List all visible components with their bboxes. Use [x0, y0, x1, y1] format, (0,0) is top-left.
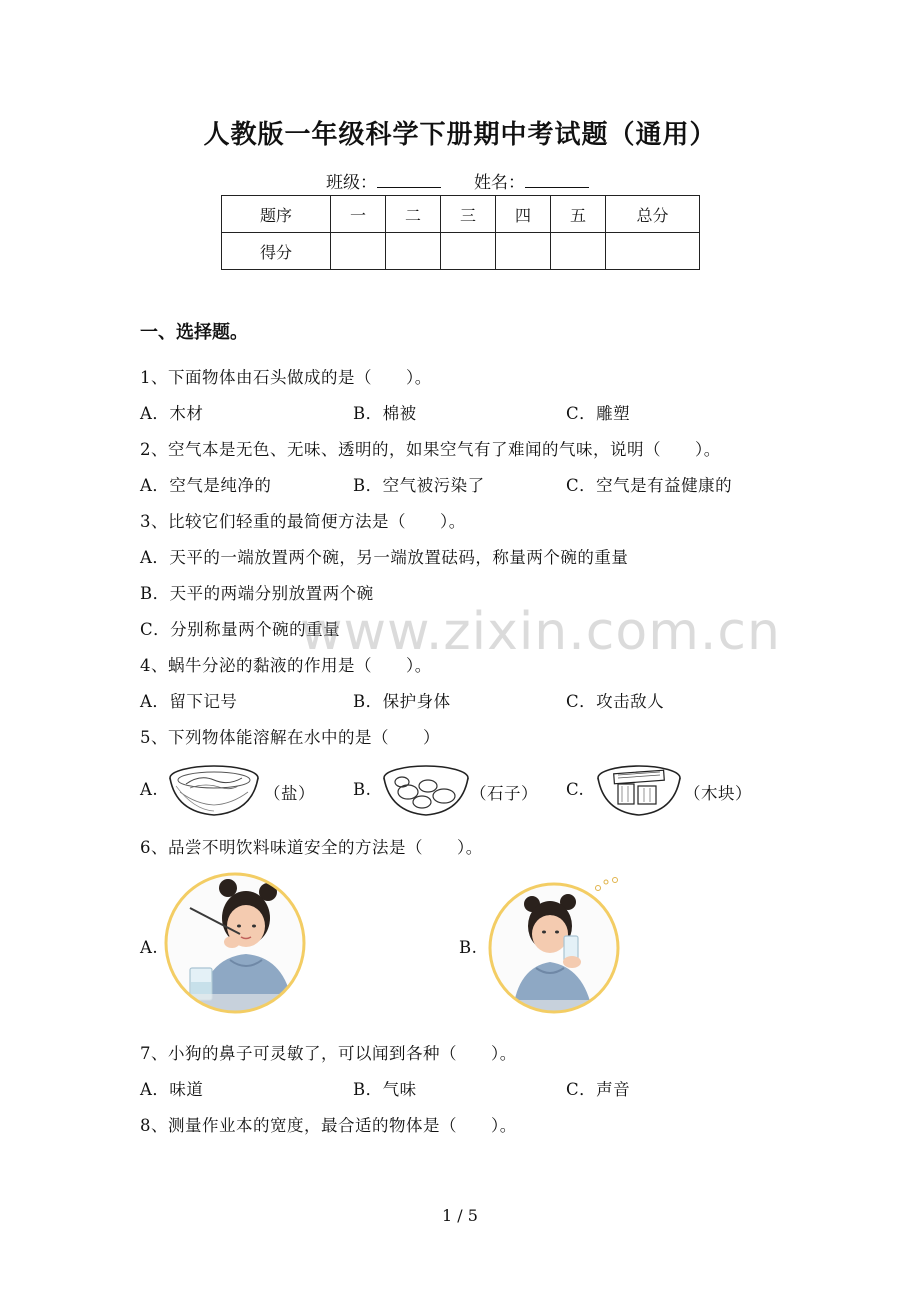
option-a: A.: [140, 780, 159, 799]
option-a: A.: [140, 938, 159, 957]
score-header-cell: 总分: [606, 196, 700, 233]
name-blank: [525, 173, 589, 188]
class-blank: [377, 173, 441, 188]
section-heading: 一、选择题。: [140, 322, 248, 343]
question-2: 2、空气本是无色、无味、透明的，如果空气有了难闻的气味，说明（ ）。: [140, 440, 721, 459]
girl-smelling-image: [160, 868, 310, 1018]
option-a: A．味道: [140, 1080, 204, 1099]
option-b: B．天平的两端分别放置两个碗: [140, 584, 374, 603]
wood-bowl-image: [594, 760, 684, 820]
stone-bowl-image: [380, 760, 472, 820]
option-b: B.: [459, 938, 478, 957]
class-field: [326, 168, 441, 193]
score-table-score-row: [222, 233, 700, 270]
watermark-text: www.zixin.com.cn: [300, 602, 781, 662]
caption-salt: （盐）: [264, 784, 315, 803]
score-header-cell: 四: [496, 196, 551, 233]
name-field: [474, 168, 589, 193]
score-cell: [551, 233, 606, 270]
option-c: C．声音: [566, 1080, 631, 1099]
question-8: 8、测量作业本的宽度，最合适的物体是（ ）。: [140, 1116, 517, 1135]
option-b: B．气味: [353, 1080, 417, 1099]
option-c: C．攻击敌人: [566, 692, 665, 711]
score-cell: [606, 233, 700, 270]
question-1: 1、下面物体由石头做成的是（ ）。: [140, 368, 432, 387]
option-c: C．空气是有益健康的: [566, 476, 733, 495]
score-cell: [386, 233, 441, 270]
question-3: 3、比较它们轻重的最简便方法是（ ）。: [140, 512, 466, 531]
page-number: 1 / 5: [442, 1206, 478, 1225]
name-label: 姓名：: [474, 173, 525, 193]
score-row-label: 得分: [222, 233, 331, 270]
option-b: B．保护身体: [353, 692, 451, 711]
score-table-header-row: [222, 196, 700, 233]
option-b: B.: [353, 780, 372, 799]
score-header-cell: 三: [441, 196, 496, 233]
score-header-cell: 二: [386, 196, 441, 233]
option-a: A．木材: [140, 404, 204, 423]
option-b: B．空气被污染了: [353, 476, 485, 495]
option-a: A．留下记号: [140, 692, 238, 711]
document-title: 人教版一年级科学下册期中考试题（通用）: [203, 120, 717, 150]
option-c: C．雕塑: [566, 404, 631, 423]
option-a: A．空气是纯净的: [140, 476, 272, 495]
question-4: 4、蜗牛分泌的黏液的作用是（ ）。: [140, 656, 432, 675]
score-table: [221, 195, 700, 270]
option-c: C.: [566, 780, 585, 799]
girl-drinking-image: [484, 872, 634, 1022]
option-a: A．天平的一端放置两个碗，另一端放置砝码，称量两个碗的重量: [140, 548, 629, 567]
score-header-cell: 一: [331, 196, 386, 233]
score-cell: [441, 233, 496, 270]
option-b: B．棉被: [353, 404, 417, 423]
question-7: 7、小狗的鼻子可灵敏了，可以闻到各种（ ）。: [140, 1044, 517, 1063]
question-5: 5、下列物体能溶解在水中的是（ ）: [140, 728, 440, 747]
score-cell: [496, 233, 551, 270]
score-cell: [331, 233, 386, 270]
class-label: 班级：: [326, 173, 377, 193]
score-header-cell: 五: [551, 196, 606, 233]
question-6: 6、品尝不明饮料味道安全的方法是（ ）。: [140, 838, 483, 857]
score-header-cell: 题序: [222, 196, 331, 233]
caption-wood: （木块）: [684, 784, 752, 803]
caption-stone: （石子）: [470, 784, 538, 803]
option-c: C．分别称量两个碗的重量: [140, 620, 341, 639]
salt-bowl-image: [166, 760, 262, 820]
